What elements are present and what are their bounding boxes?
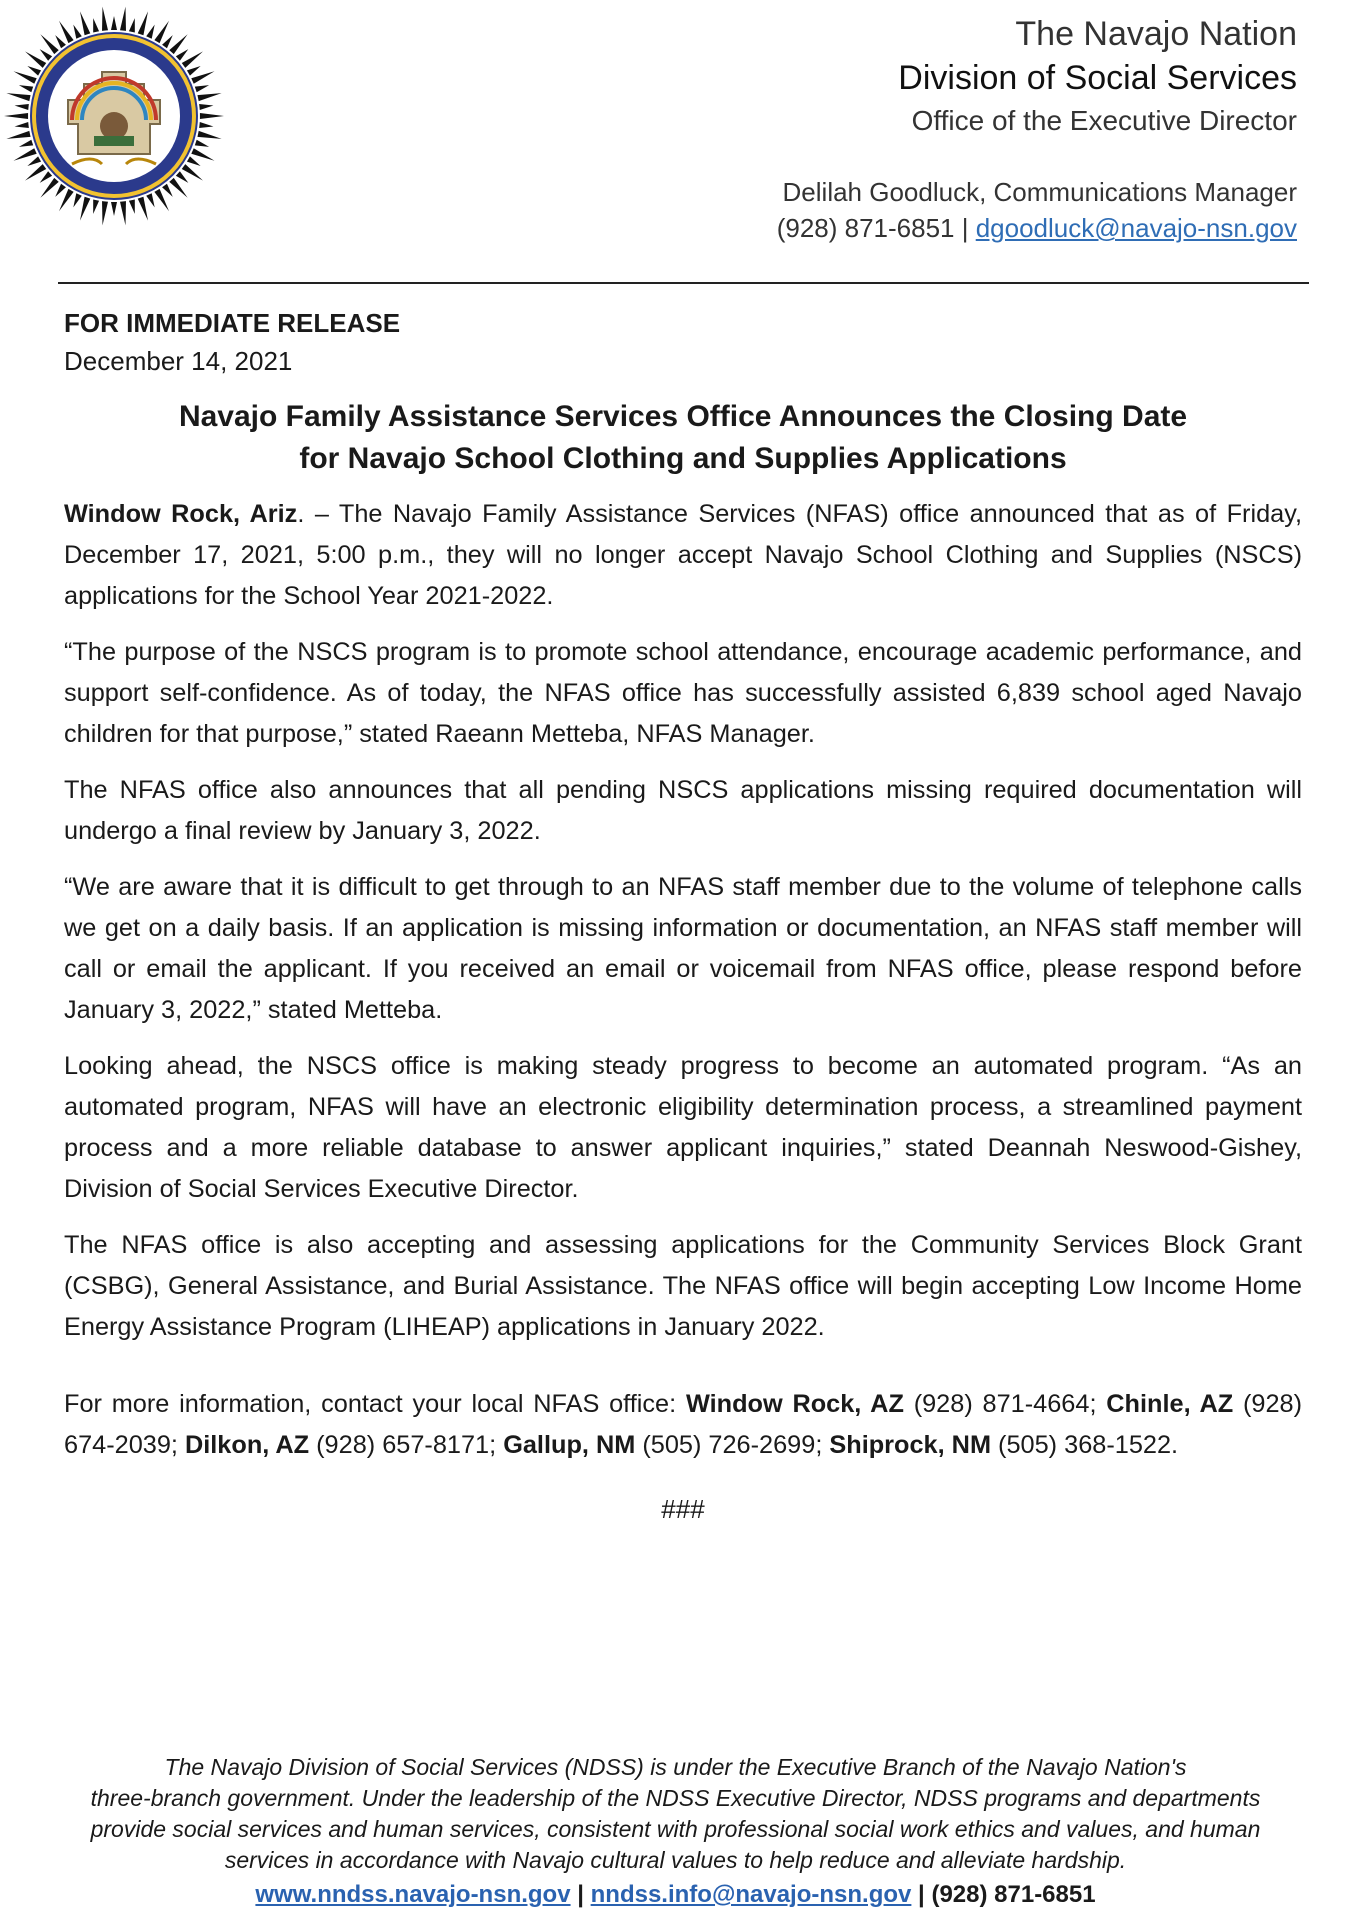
footer-disclaimer: [40, 1752, 1311, 1876]
office-phone-dilkon: (928) 657-8171;: [309, 1431, 504, 1459]
division-name: Division of Social Services: [898, 59, 1297, 97]
paragraph-1: [64, 494, 1302, 617]
footer-links: [40, 1878, 1311, 1912]
footer-line-2: three-branch government. Under the leadership of the NDSS Executive Director, NDSS programs and departments: [90, 1785, 1261, 1811]
more-info-paragraph: [64, 1384, 1302, 1466]
footer: [40, 1752, 1311, 1912]
press-release-body: [64, 296, 1302, 1525]
contact-email-link[interactable]: dgoodluck@navajo-nsn.gov: [975, 213, 1297, 243]
end-mark: ###: [661, 1494, 705, 1524]
office-name: Office of the Executive Director: [911, 105, 1297, 136]
dateline: Window Rock, Ariz: [64, 500, 298, 528]
office-phone-gallup: (505) 726-2699;: [635, 1431, 830, 1459]
footer-line-3: provide social services and human services, consistent with professional social work ethics and values, and human: [90, 1816, 1261, 1842]
media-contact: [597, 174, 1297, 246]
dateline-dot: .: [297, 500, 305, 528]
footer-line-1: The Navajo Division of Social Services (NDSS) is under the Executive Branch of the Navajo Nation's: [164, 1754, 1187, 1780]
contact-phone: (928) 871-6851: [776, 213, 955, 243]
letterhead: [597, 12, 1297, 246]
paragraph-1-text: – The Navajo Family Assistance Services (NFAS) office announced that as of Friday, December 17, 2021, 5:00 p.m., they will no longer accept Navajo School Clothing and Supplies (NSCS) applications for the School Year 2021-2022.: [64, 500, 1302, 610]
release-label: FOR IMMEDIATE RELEASE: [64, 308, 401, 338]
footer-line-4: services in accordance with Navajo cultural values to help reduce and alleviate hardship.: [224, 1847, 1127, 1873]
office-phone-shiprock: (505) 368-1522.: [991, 1431, 1179, 1459]
contact-line: [597, 210, 1297, 246]
paragraph-4: “We are aware that it is difficult to get through to an NFAS staff member due to the volume of telephone calls we get on a daily basis. If an application is missing information or documentation, an NFAS staff member will call or email the applicant. If you received an email or voicemail from NFAS office, please respond before January 3, 2022,” stated Metteba.: [64, 873, 1302, 1024]
contact-name: Delilah Goodluck, Communications Manager: [782, 177, 1297, 207]
footer-phone: (928) 871-6851: [931, 1881, 1096, 1908]
header-divider: [58, 282, 1309, 284]
paragraph-2: “The purpose of the NSCS program is to promote school attendance, encourage academic performance, and support self-confidence. As of today, the NFAS office has successfully assisted 6,839 school aged Navajo children for that purpose,” stated Raeann Metteba, NFAS Manager.: [64, 638, 1302, 748]
office-name-gallup: Gallup, NM: [503, 1431, 636, 1459]
headline-line-2: for Navajo School Clothing and Supplies Applications: [299, 442, 1067, 475]
paragraph-6: The NFAS office is also accepting and assessing applications for the Community Services Block Grant (CSBG), General Assistance, and Burial Assistance. The NFAS office will begin accepting Low Income Home Energy Assistance Program (LIHEAP) applications in January 2022.: [64, 1231, 1302, 1341]
contact-separator: |: [954, 213, 976, 243]
release-date: December 14, 2021: [64, 346, 293, 376]
org-name: The Navajo Nation: [1015, 15, 1297, 53]
website-link[interactable]: www.nndss.navajo-nsn.gov: [255, 1881, 571, 1908]
office-phone-window-rock: (928) 871-4664;: [903, 1390, 1107, 1418]
office-name-window-rock: Window Rock, AZ: [685, 1390, 904, 1418]
headline-line-1: Navajo Family Assistance Services Office Announces the Closing Date: [178, 400, 1188, 433]
headline: [64, 396, 1302, 480]
footer-email-link[interactable]: nndss.info@navajo-nsn.gov: [590, 1881, 912, 1908]
footer-separator-1: |: [570, 1881, 591, 1908]
paragraph-3: The NFAS office also announces that all pending NSCS applications missing required documentation will undergo a final review by January 3, 2022.: [64, 776, 1302, 845]
office-name-dilkon: Dilkon, AZ: [184, 1431, 310, 1459]
footer-separator-2: |: [911, 1881, 932, 1908]
office-phone-chinle: (928) 674-2039;: [64, 1390, 1303, 1459]
more-info-intro: For more information, contact your local NFAS office:: [64, 1390, 686, 1418]
paragraph-5: Looking ahead, the NSCS office is making steady progress to become an automated program. “As an automated program, NFAS will have an electronic eligibility determination process, a streamlined payment process and a more reliable database to answer applicant inquiries,” stated Deannah Neswood-Gishey, Division of Social Services Executive Director.: [64, 1052, 1302, 1203]
office-name-chinle: Chinle, AZ: [1106, 1390, 1234, 1418]
office-name-shiprock: Shiprock, NM: [829, 1431, 992, 1459]
navajo-nation-seal-icon: [2, 4, 227, 229]
